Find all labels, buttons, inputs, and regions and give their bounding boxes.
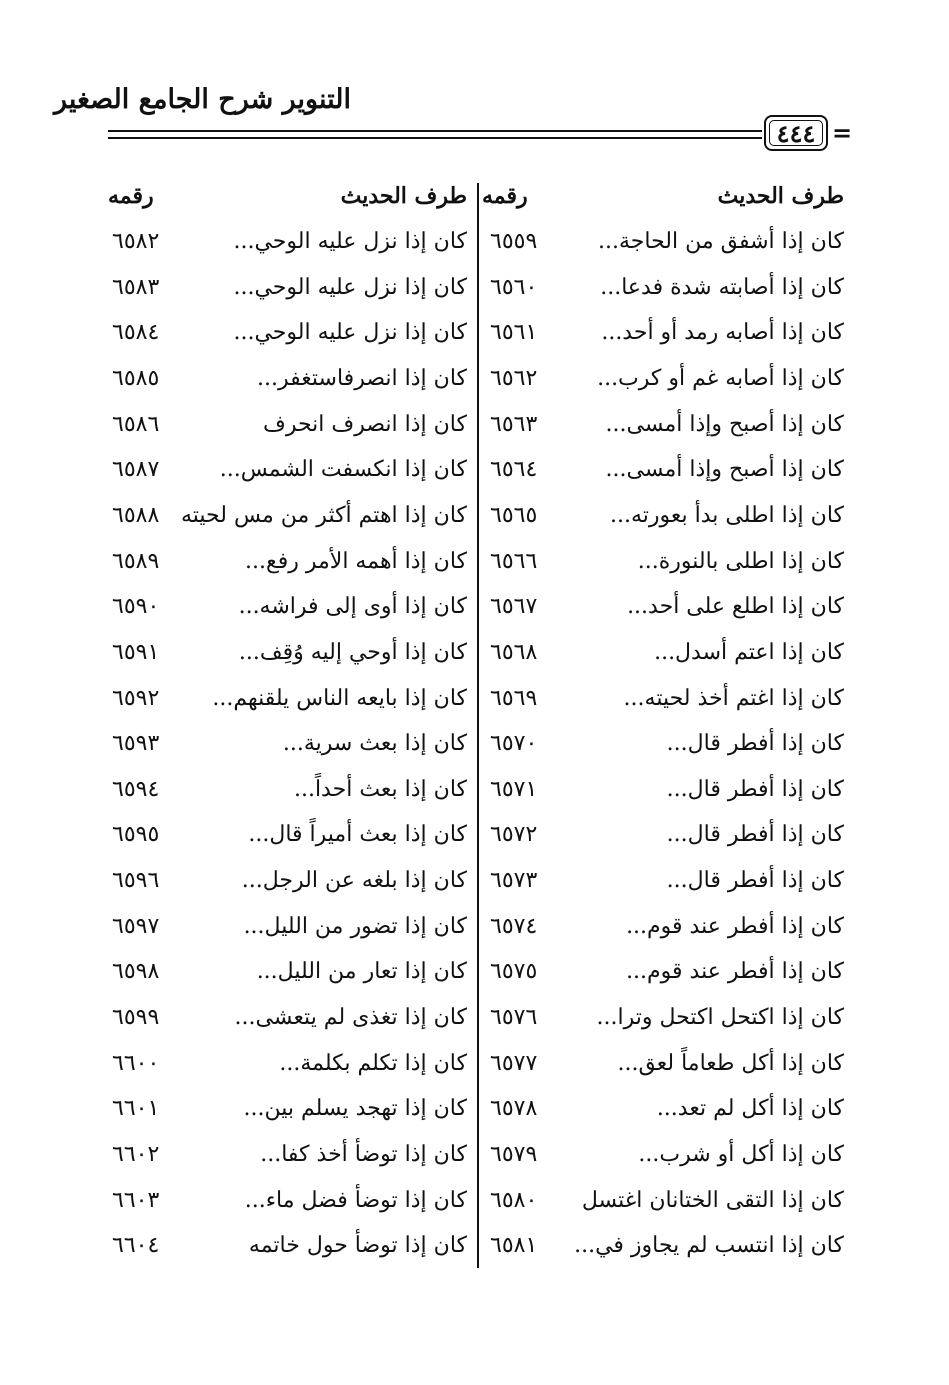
hadith-number-left: ٦٥٩١ [112, 640, 160, 665]
hadith-text-left: كان إذا توضأ حول خاتمه [248, 1233, 467, 1258]
equals-mark: = [832, 118, 853, 147]
hadith-number-left: ٦٥٨٨ [112, 503, 160, 528]
hadith-text-right: كان إذا انتسب لم يجاوز في... [574, 1233, 844, 1258]
hadith-text-left: كان إذا تعار من الليل... [256, 959, 467, 984]
hadith-number-left: ٦٦٠٣ [112, 1188, 160, 1213]
hadith-text-right: كان إذا التقى الختانان اغتسل [581, 1188, 844, 1213]
hadith-number-left: ٦٥٩٣ [112, 731, 160, 756]
hadith-text-right: كان إذا أفطر قال... [666, 777, 844, 802]
hadith-text-right: كان إذا أكل طعاماً لعق... [617, 1051, 844, 1076]
heading-number-left: رقمه [108, 183, 154, 209]
hadith-text-left: كان إذا أهمه الأمر رفع... [245, 549, 467, 574]
hadith-number-right: ٦٥٨٠ [490, 1188, 538, 1213]
hadith-text-left: كان إذا اهتم أكثر من مس لحيته [180, 503, 467, 528]
hadith-text-left: كان إذا تكلم بكلمة... [279, 1051, 467, 1076]
hadith-text-left: كان إذا بعث أحداً... [293, 777, 467, 802]
hadith-number-right: ٦٥٦٨ [490, 640, 538, 665]
hadith-number-left: ٦٥٨٦ [112, 412, 160, 437]
hadith-number-right: ٦٥٧٨ [490, 1096, 538, 1121]
hadith-text-right: كان إذا أصابته شدة فدعا... [600, 275, 844, 300]
hadith-number-right: ٦٥٦٤ [490, 457, 538, 482]
hadith-number-right: ٦٥٧٦ [490, 1005, 538, 1030]
hadith-number-right: ٦٥٧٤ [490, 914, 538, 939]
header-rule-top [108, 130, 762, 132]
hadith-text-right: كان إذا أفطر قال... [666, 822, 844, 847]
hadith-text-right: كان إذا اعتم أسدل... [654, 640, 844, 665]
hadith-text-left: كان إذا توضأ فضل ماء... [244, 1188, 467, 1213]
hadith-text-left: كان إذا نزل عليه الوحي... [233, 320, 467, 345]
hadith-number-left: ٦٦٠٢ [112, 1142, 160, 1167]
hadith-text-left: كان إذا تضور من الليل... [243, 914, 467, 939]
hadith-number-right: ٦٥٧٧ [490, 1051, 538, 1076]
hadith-text-right: كان إذا اطلع على أحد... [627, 594, 844, 619]
hadith-number-right: ٦٥٧٣ [490, 868, 538, 893]
hadith-number-left: ٦٥٩٧ [112, 914, 160, 939]
page-number: ٤٤٤ [776, 118, 816, 148]
hadith-number-right: ٦٥٧٢ [490, 822, 538, 847]
hadith-text-right: كان إذا أفطر قال... [666, 731, 844, 756]
hadith-text-right: كان إذا أصابه رمد أو أحد... [601, 320, 844, 345]
hadith-number-right: ٦٥٦٩ [490, 686, 538, 711]
hadith-text-left: كان إذا تغذى لم يتعشى... [234, 1005, 467, 1030]
hadith-text-right: كان إذا أكل أو شرب... [638, 1142, 844, 1167]
hadith-text-right: كان إذا اطلى بدأ بعورته... [610, 503, 844, 528]
hadith-number-right: ٦٥٧٥ [490, 959, 538, 984]
hadith-number-left: ٦٥٩٦ [112, 868, 160, 893]
hadith-number-left: ٦٥٩٢ [112, 686, 160, 711]
hadith-text-left: كان إذا نزل عليه الوحي... [233, 229, 467, 254]
hadith-number-right: ٦٥٧١ [490, 777, 538, 802]
hadith-number-left: ٦٦٠٠ [112, 1051, 160, 1076]
hadith-text-left: كان إذا بايعه الناس يلقنهم... [212, 686, 467, 711]
hadith-number-right: ٦٥٦٢ [490, 366, 538, 391]
hadith-text-right: كان إذا اغتم أخذ لحيته... [623, 686, 844, 711]
hadith-number-right: ٦٥٦٣ [490, 412, 538, 437]
hadith-number-left: ٦٥٨٤ [112, 320, 160, 345]
hadith-text-left: كان إذا بعث سرية... [282, 731, 467, 756]
hadith-text-right: كان إذا أصبح وإذا أمسى... [605, 457, 844, 482]
hadith-text-right: كان إذا اكتحل اكتحل وترا... [596, 1005, 844, 1030]
hadith-text-left: كان إذا انصرفاستغفر... [257, 366, 467, 391]
hadith-text-left: كان إذا بلغه عن الرجل... [241, 868, 467, 893]
hadith-number-left: ٦٥٨٢ [112, 229, 160, 254]
hadith-text-left: كان إذا بعث أميراً قال... [248, 822, 467, 847]
hadith-text-left: كان إذا أوحي إليه وُقِف... [238, 640, 467, 665]
hadith-text-right: كان إذا اطلى بالنورة... [637, 549, 844, 574]
hadith-number-right: ٦٥٥٩ [490, 229, 538, 254]
hadith-text-left: كان إذا أوى إلى فراشه... [238, 594, 467, 619]
hadith-number-left: ٦٥٩٩ [112, 1005, 160, 1030]
hadith-text-left: كان إذا انكسفت الشمس... [219, 457, 467, 482]
hadith-number-right: ٦٥٧٩ [490, 1142, 538, 1167]
hadith-text-left: كان إذا توضأ أخذ كفا... [260, 1142, 467, 1167]
hadith-text-right: كان إذا أفطر قال... [666, 868, 844, 893]
hadith-number-left: ٦٦٠١ [112, 1096, 160, 1121]
hadith-number-left: ٦٥٩٤ [112, 777, 160, 802]
hadith-number-left: ٦٥٨٥ [112, 366, 160, 391]
hadith-number-left: ٦٥٨٩ [112, 549, 160, 574]
heading-number-right: رقمه [482, 183, 528, 209]
hadith-number-right: ٦٥٦٧ [490, 594, 538, 619]
heading-text-left: طرف الحديث [340, 183, 467, 209]
hadith-text-right: كان إذا أصبح وإذا أمسى... [605, 412, 844, 437]
hadith-number-left: ٦٥٨٧ [112, 457, 160, 482]
page-number-box [764, 115, 828, 151]
hadith-number-right: ٦٥٦٦ [490, 549, 538, 574]
hadith-number-right: ٦٥٦١ [490, 320, 538, 345]
hadith-number-right: ٦٥٨١ [490, 1233, 538, 1258]
hadith-text-left: كان إذا نزل عليه الوحي... [233, 275, 467, 300]
hadith-text-right: كان إذا أكل لم تعد... [656, 1096, 844, 1121]
page-title: التنوير شرح الجامع الصغير [54, 84, 351, 115]
hadith-number-left: ٦٥٩٨ [112, 959, 160, 984]
heading-text-right: طرف الحديث [717, 183, 844, 209]
hadith-text-right: كان إذا أفطر عند قوم... [626, 914, 844, 939]
hadith-number-left: ٦٥٩٥ [112, 822, 160, 847]
hadith-text-left: كان إذا انصرف انحرف [263, 412, 467, 437]
hadith-number-right: ٦٥٧٠ [490, 731, 538, 756]
hadith-text-right: كان إذا أصابه غم أو كرب... [597, 366, 844, 391]
column-divider [477, 183, 479, 1268]
hadith-text-right: كان إذا أشفق من الحاجة... [598, 229, 844, 254]
hadith-number-left: ٦٦٠٤ [112, 1233, 160, 1258]
header-rule-bottom [108, 137, 762, 139]
hadith-number-left: ٦٥٨٣ [112, 275, 160, 300]
hadith-text-left: كان إذا تهجد يسلم بين... [243, 1096, 467, 1121]
hadith-number-right: ٦٥٦٠ [490, 275, 538, 300]
hadith-text-right: كان إذا أفطر عند قوم... [626, 959, 844, 984]
hadith-number-left: ٦٥٩٠ [112, 594, 160, 619]
hadith-number-right: ٦٥٦٥ [490, 503, 538, 528]
